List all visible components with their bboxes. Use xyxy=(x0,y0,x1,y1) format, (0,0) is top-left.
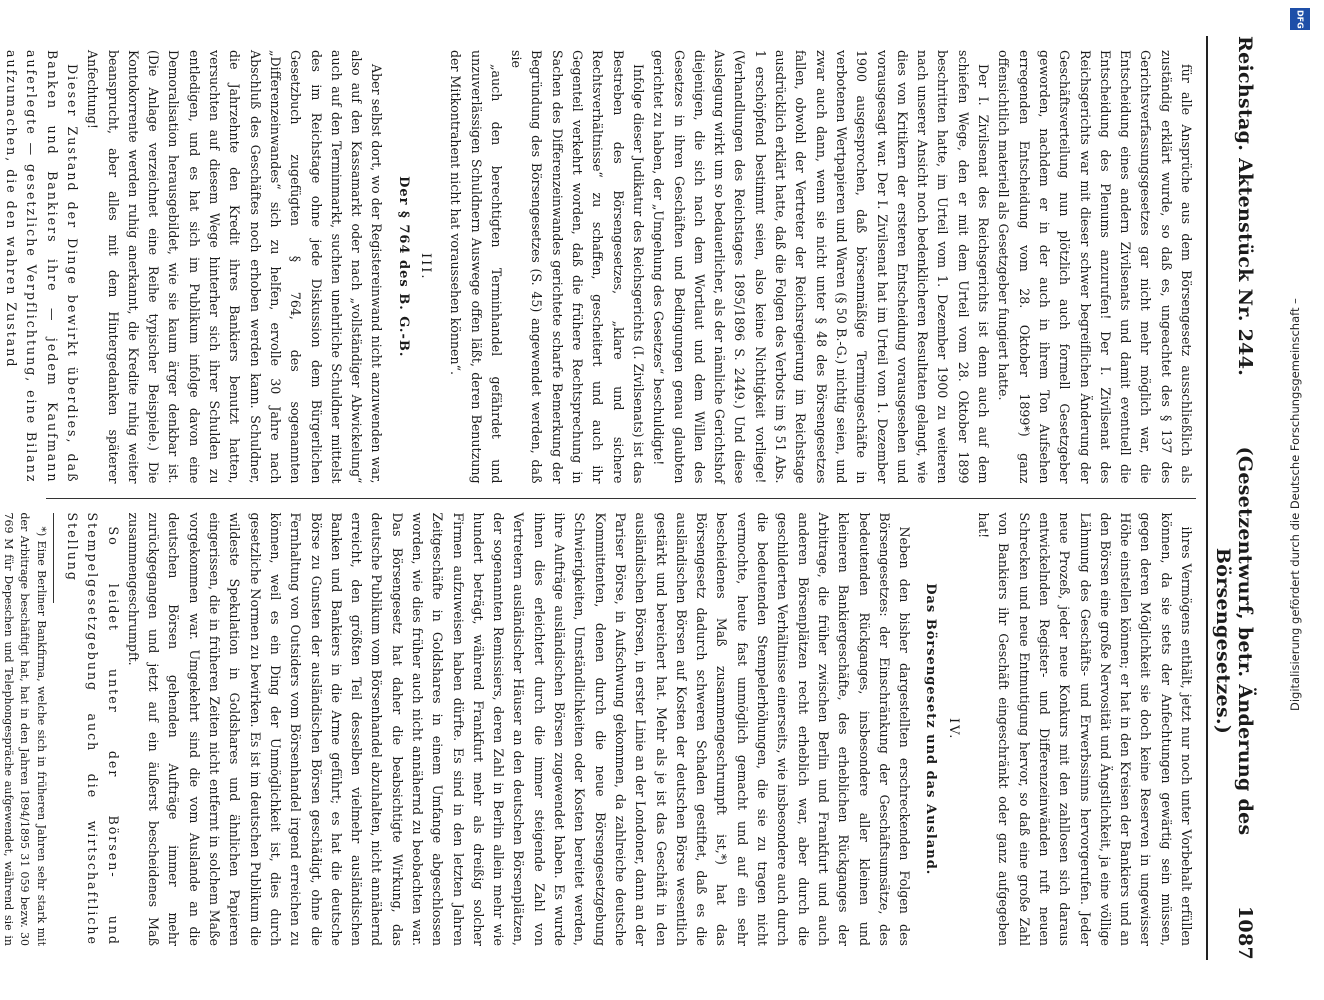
footnote-rule xyxy=(53,513,54,603)
digitization-sidebar xyxy=(1280,0,1324,1000)
header-left: Reichstag. Aktenstück Nr. 244. xyxy=(1234,36,1256,377)
running-header xyxy=(1206,36,1256,960)
section-title: Der § 764 des B. G.-B. xyxy=(395,176,411,358)
paragraph: Infolge dieser Judikatur des Reichsgerichts (I. Zivilsenats) ist das Bestreben des Börsengesetzes, „klare und sichere Rechtsverhältnisse“ zu schaffen, gescheitert und auch ihr Gegenteil verkehrt worden, daß die frühere Rechtsprechung in Sachen des Differenzeinwandes gerichtete scharfe Bemerkung der Begründung des Börsengesetzes (S. 45) angewendet werden, daß sie xyxy=(509,50,646,484)
paragraph: So leidet unter der Börsen- und Stempelgesetzgebung auch die wirtschaftliche Stellung xyxy=(64,512,121,946)
paragraph: Der I. Zivilsenat des Reichsgerichts ist denn auch auf dem schiefen Wege, den er mit dem Urteil vom 28. Oktober 1899 beschritten hatte, im Urteil vom 1. Dezember 1900 zu weiteren nach unserer Ansicht noch bedenklicheren Resultaten gelangt, wie dies von Kritikern der ersteren Entscheidung vorausgesehen und vorausgesagt war. Der I. Zivilsenat hat im Urteil vom 1. Dezember 1900 ausgesprochen, daß börsenmäßige Termingeschäfte in verbotenen Wertpapieren und Waren (§ 50 B.-G.) nichtig seien, und zwar auch dann, wenn sie nicht unter § 48 des Börsengesetzes fallen, obwohl der Vertreter der Reichsregierung im Reichstage ausdrücklich erklärt hatte, daß die Folgen des Verbots im § 51 Abs. 1 erschöpfend bestimmt seien, also keine Nichtigkeit vorliege! (Verhandlungen des Reichstages 1895/1896 S. 2449.) Und diese Auslegung wirkt um so bedauerlicher, als der nämliche Gerichtshof diejenigen, die sich nach dem Wortlaut und dem Willen des Gesetzes in ihren Geschäften und Bedingungen genau glaubten gerichtet zu haben, der „Umgehung des Gesetzes“ beschuldigte! xyxy=(651,50,992,484)
section-number: IV. xyxy=(945,718,961,741)
section-number: III. xyxy=(418,252,434,281)
page-number: 1087 xyxy=(1234,905,1256,960)
footnote: *) Eine Berliner Bankfirma, welche sich in früheren Jahren sehr stark mit der Arbitrage beschäftigt hat, hat in den Jahren 1894/1895 31 059 bezw. 30 769 M für Depeschen und Telephongespräche aufgewendet, während sie in xyxy=(1,512,48,946)
paragraph: ihres Vermögens enthält, jetzt nur noch unter Vorbehalt erfüllen können, da sie stets der Anfechtungen gewärtig sein müssen, gegen deren Möglichkeit sie doch keine Reserven in ungewisser Höhe einstellen können; er hat in den Kreisen der Bankiers und an den Börsen eine große Nervosität und Ängstlichkeit, ja eine völlige Lähmung des Geschäfts- und Erwerbssinns hervorgerufen. Jeder neue Prozeß, jeder neue Konkurs mit den zahllosen sich daraus entwickelnden Register- und Differenzeinwänden ruft neuen Schrecken und neue Entmutigung hervor, so daß eine große Zahl von Bankiers ihr Geschäft eingeschränkt oder ganz aufgegeben hat! xyxy=(976,512,1194,946)
right-column xyxy=(1,498,1196,961)
paragraph: Aber selbst dort, wo der Registereinwand nicht anzuwenden war, also auf den Kassamarkt oder nach „vollständiger Abwickelung“ auch auf den Terminmarkt, suchten unehrliche Schuldner mittelst des im Reichstage ohne jede Diskussion dem Bürgerlichen Gesetzbuch zugefügten § 764, des sogenannten „Differenzeinwandes“ sich zu helfen, ervolle 30 Jahre nach Abschluß des Geschäftes noch erhoben werden kann. Schuldner, die Jahrzehnte den Kredit ihres Bankiers benutzt hatten, versuchten auf diesem Wege hinterher sich ihrer Schulden zu entledigen, und es hat sich im Publikum infolge davon eine Demoralisation herausgebildet, wie sie kaum ärger denkbar ist. (Die Anlage verzeichnet eine Reihe typischer Beispiele.) Die Kontokorrente werden ruhig anerkannt, die Kredite ruhig weiter beansprucht, aber alles mit dem Hintergedanken späterer Anfechtung! xyxy=(85,50,385,484)
text-columns xyxy=(1,36,1196,960)
header-title: (Gesetzentwurf, betr. Änderung des Börsengesetzes.) xyxy=(1212,446,1256,836)
paragraph: Neben den bisher dargestellten erschreckenden Folgen des Börsengesetzes: der Einschränkung der Geschäftsumsätze, des bedeutenden Rückganges, insbesondere aller kleinen und kleineren Bankiergeschäfte, des erheblichen Rückganges der Arbitrage, die früher zwischen Berlin und Frankfurt und auch anderen Börsenplätzen recht erheblich war, aber durch die geschilderten Verhältnisse einerseits, wie insbesondere auch durch die bedeutenden Stempelerhöhungen, die sie zu tragen nicht vermochte, heute fast unmöglich gemacht und auf ein sehr bescheidenes Maß zusammengeschrumpft ist,*) hat das Börsengesetz dadurch schweren Schaden gestiftet, daß es die ausländischen Börsen auf Kosten der deutschen Börse wesentlich gestärkt und bereichert hat. Mehr als je ist das Geschäft in den ausländischen Börsen, in erster Linie an der Londoner, dann an der Pariser Börse, in Aufschwung gekommen, da zahlreiche deutsche Kommittenten, denen durch die neue Börsengesetzgebung Schwierigkeiten, Umständlichkeiten oder Kosten bereitet werden, ihre Aufträge ausländischen Börsen zugewendet haben. Es wurde ihnen dies erleichtert durch die immer steigende Zahl von Vertretern ausländischer Häuser an den deutschen Börsenplätzen, der sogenannten Remissiers, deren Zahl in Berlin allein mehr wie hundert beträgt, während Frankfurt mehr als dreißig solcher Firmen aufzuweisen haben dürfte. Es sind in den letzten Jahren Zeitgeschäfte in Goldshares in einem Umfange abgeschlossen worden, wie dies früher auch nicht annähernd zu beobachten war. Das Börsengesetz hat daher die beabsichtigte Wirkung, das deutsche Publikum vom Börsenhandel abzuhalten, nicht annähernd erreicht, den größten Teil desselben vielmehr ausländischen Banken und Bankiers in die Arme geführt; es hat die deutsche Börse zu Gunsten der ausländischen Börsen geschädigt, ohne die Fernhaltung von Outsiders vom Börsenhandel irgend erreichen zu können, weil es ein Ding der Unmöglichkeit ist, dies durch gesetzliche Normen zu bewirken. Es ist im deutschen Publikum die wildeste Spekulation in Goldshares und ähnlichen Papieren eingerissen, die in früheren Zeiten nicht entfernt in solchem Maße vorgekommen war. Umgekehrt sind die vom Auslande an die deutschen Börsen gehenden Aufträge immer mehr zurückgegangen und jetzt auf ein äußerst bescheidenes Maß zusammengeschrumpft. xyxy=(125,512,913,946)
dfg-logo: DFG xyxy=(1290,8,1310,30)
left-column xyxy=(4,36,1196,498)
quotation: „auch den berechtigten Terminhandel gefährdet und unzuverlässigen Schuldnern Auswege offen läßt, deren Benutzung der Mitkontrahent nicht hat voraussehen können“. xyxy=(448,50,504,484)
paragraph: Dieser Zustand der Dinge bewirkt überdies, daß Banken und Bankiers ihre — jedem Kaufmann auferlegte — gesetzliche Verpflichtung, eine Bilanz aufzumachen, die den wahren Zustand xyxy=(4,50,80,484)
digitization-note: Digitalisierung gefördert durch die Deutsche Forschungsgemeinschaft – xyxy=(1288,298,1302,712)
paragraph: für alle Ansprüche aus dem Börsengesetz ausschließlich als zuständig erklärt wurde, so daß es, ungeachtet des § 137 des Gerichtsverfassungsgesetzes gar nicht mehr möglich war, die Entscheidung eines andern Zivilsenats und damit eventuell die Entscheidung des Plenums anzurufen! Der I. Zivilsenat des Reichsgerichts war mit dieser schwer begreiflichen Änderung der Geschäftsverteilung nun plötzlich auch formell Gesetzgeber geworden, nachdem er in der auch in ihrem Ton Aufsehen erregenden Entscheidung vom 28. Oktober 1899*) ganz offensichtlich materiell als Gesetzgeber fungiert hatte. xyxy=(996,50,1194,484)
section-title: Das Börsengesetz und das Ausland. xyxy=(923,583,939,876)
